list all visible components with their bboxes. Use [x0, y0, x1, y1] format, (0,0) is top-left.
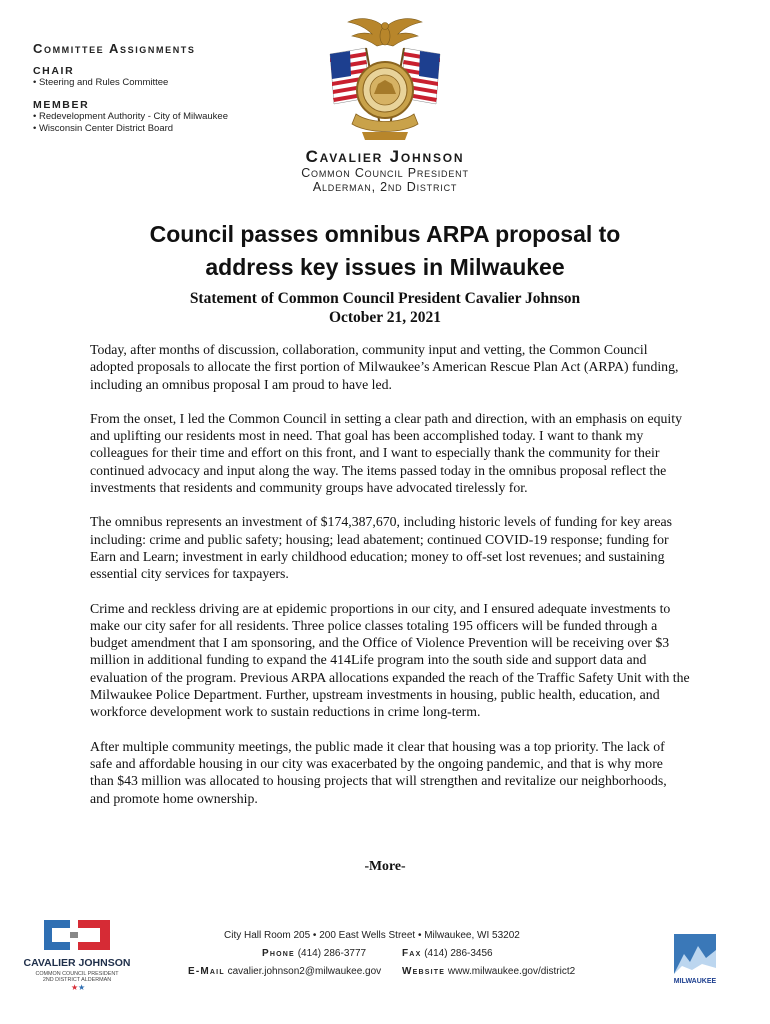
- milwaukee-city-logo: [672, 932, 718, 986]
- footer-phone-row: [262, 948, 366, 959]
- footer-fax-row: [402, 948, 493, 959]
- milwaukee-logo-label: MILWAUKEE: [673, 978, 717, 985]
- body-paragraph: From the onset, I led the Common Council in setting a clear path and direction, with an emphasis on equity and uplifting our residents most in need. That goal has been accomplished today. I want to thank my colleagues for their time and effort on this front, and I want to especially thank the community for their continued advocacy and input along the way. The items passed today in the omnibus proposal reflect the investments that residents and community groups have advocated tirelessly for.: [90, 410, 682, 496]
- statement-body: [90, 341, 690, 824]
- member-item: • Redevelopment Authority - City of Milwaukee: [33, 111, 228, 122]
- fax-label: Fax: [402, 948, 422, 959]
- footer-email-row: [188, 966, 381, 977]
- footer-logo-title-2: 2ND DISTRICT ALDERMAN: [42, 977, 112, 983]
- title-line-1: Common Council President: [301, 166, 469, 180]
- member-item: • Wisconsin Center District Board: [33, 123, 174, 134]
- star-icon: ★: [71, 983, 79, 992]
- website-label: Website: [402, 966, 446, 977]
- cavalier-johnson-footer-logo: [23, 916, 131, 992]
- title-line-2: Alderman, 2nd District: [312, 180, 458, 194]
- body-paragraph: Today, after months of discussion, collaboration, community input and vetting, the Common Council adopted proposals to allocate the first portion of Milwaukee’s American Rescue Plan Act (ARPA) funding, including an omnibus proposal I am proud to have led.: [90, 342, 679, 392]
- website-link[interactable]: www.milwaukee.gov/district2: [447, 966, 576, 977]
- seal-graphic: [322, 14, 448, 146]
- chair-label: CHAIR: [33, 65, 75, 77]
- statement-line: Statement of Common Council President Cavalier Johnson: [189, 290, 581, 307]
- phone-number: (414) 286-3777: [297, 948, 367, 959]
- council-president-name: Cavalier Johnson: [305, 147, 465, 166]
- fax-number: (414) 286-3456: [424, 948, 493, 959]
- milwaukee-seal-logo: [322, 14, 448, 146]
- member-label: MEMBER: [33, 99, 90, 111]
- committee-heading: Committee Assignments: [33, 41, 196, 56]
- body-paragraph: After multiple community meetings, the public made it clear that housing was a top priority. The lack of safe and affordable housing in our city was exacerbated by the ongoing pandemic, and that is why more than $43 million was allocated to housing projects that will strengthen and revitalize our neighborhoods, and promote home ownership.: [90, 738, 667, 806]
- headline-line-2: address key issues in Milwaukee: [205, 254, 565, 280]
- star-icon: ★: [78, 983, 86, 992]
- body-paragraph: The omnibus represents an investment of $174,387,670, including historic levels of funding for key areas including: crime and public safety; housing; lead abatement; continued COVID-19 response; funding for Earn and Learn; investment in early childhood education; money to off-set lost revenues; and sustaining essential city services for taxpayers.: [90, 514, 673, 582]
- milwaukee-icon: [672, 932, 718, 986]
- statement-subheading: [60, 289, 710, 327]
- email-address[interactable]: cavalier.johnson2@milwaukee.gov: [227, 966, 382, 977]
- footer-logo-name: CAVALIER JOHNSON: [23, 957, 131, 969]
- footer-logo-title-1: COMMON COUNCIL PRESIDENT: [35, 971, 119, 977]
- cj-brand-icon: [23, 916, 131, 992]
- header-name-block: [260, 148, 510, 194]
- footer-address: City Hall Room 205 • 200 East Wells Street • Milwaukee, WI 53202: [224, 930, 520, 941]
- email-label: E-Mail: [188, 966, 225, 977]
- footer-website-row: [402, 966, 575, 977]
- committee-assignments: [33, 42, 293, 135]
- statement-date: October 21, 2021: [328, 309, 442, 326]
- body-paragraph: Crime and reckless driving are at epidemic proportions in our city, and I ensured adequate investments to make our city safer for all residents. Three police classes totaling 195 officers will be funded through a budget amendment that I am sponsoring, and the Office of Violence Prevention will be receiving over $3 million in additional funding to expand the 414Life program into the south side and support data and evaluation of the program. Previous ARPA allocations expanded the reach of the Traffic Safety Unit with the Milwaukee Police Department. Further, upstream investments in housing, public health, education, and workforce development work to sustain reductions in crime long-term.: [90, 600, 690, 720]
- more-indicator: -More-: [364, 858, 406, 873]
- chair-item: • Steering and Rules Committee: [33, 77, 169, 88]
- page-title: [60, 218, 710, 284]
- phone-label: Phone: [262, 948, 295, 959]
- headline-line-1: Council passes omnibus ARPA proposal to: [149, 221, 621, 247]
